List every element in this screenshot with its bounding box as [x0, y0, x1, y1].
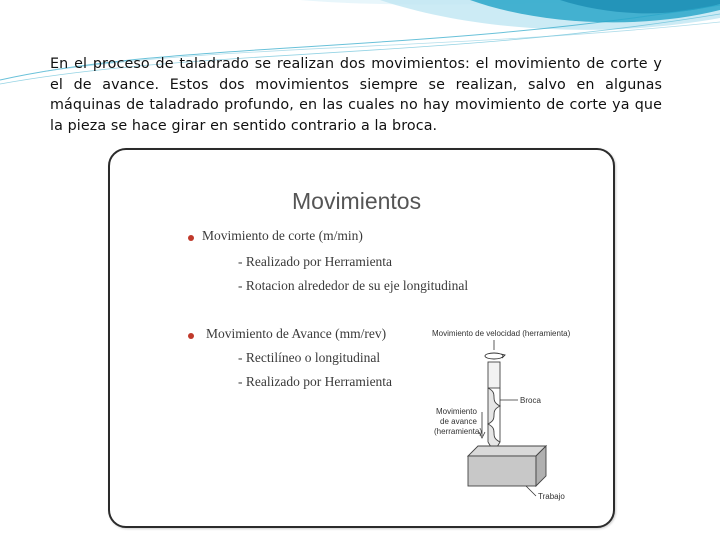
rotation-arrow-icon [485, 353, 503, 359]
label-trabajo-leader [526, 486, 536, 496]
drill-bit-icon [488, 388, 500, 452]
bullet-corte-sub2: - Rotacion alrededor de su eje longitudinal [238, 278, 469, 293]
bullet-avance-heading: Movimiento de Avance (mm/rev) [206, 326, 387, 341]
workpiece-top [468, 446, 546, 456]
bullet-dot-avance [188, 333, 194, 339]
drill-shank [488, 362, 500, 388]
slide-image [108, 148, 615, 528]
drill-diagram [428, 328, 608, 520]
label-trabajo: Trabajo [538, 492, 565, 501]
bullet-corte-heading: Movimiento de corte (m/min) [202, 228, 363, 243]
label-velocidad: Movimiento de velocidad (herramienta) [432, 329, 571, 338]
bullet-avance-sub1: - Rectilíneo o longitudinal [238, 350, 381, 365]
slide-title: Movimientos [292, 188, 422, 214]
intro-paragraph: En el proceso de taladrado se realizan dos movimientos: el movimiento de corte y el de avance. Estos dos movimientos siempre se realizan, salvo en algunas máquinas de taladrado profundo, en las cuales no hay movimiento de corte ya que la pieza se hace girar en sentido contrario a la broca. [50, 56, 662, 134]
label-avance-1: Movimiento [436, 407, 477, 416]
label-broca: Broca [520, 396, 541, 405]
label-avance-3: (herramienta) [434, 427, 483, 436]
bullet-avance-sub2: - Realizado por Herramienta [238, 374, 393, 389]
workpiece-block-icon [468, 456, 536, 486]
bullet-dot-corte [188, 235, 194, 241]
bullet-corte-sub1: - Realizado por Herramienta [238, 254, 393, 269]
label-avance-2: de avance [440, 417, 477, 426]
